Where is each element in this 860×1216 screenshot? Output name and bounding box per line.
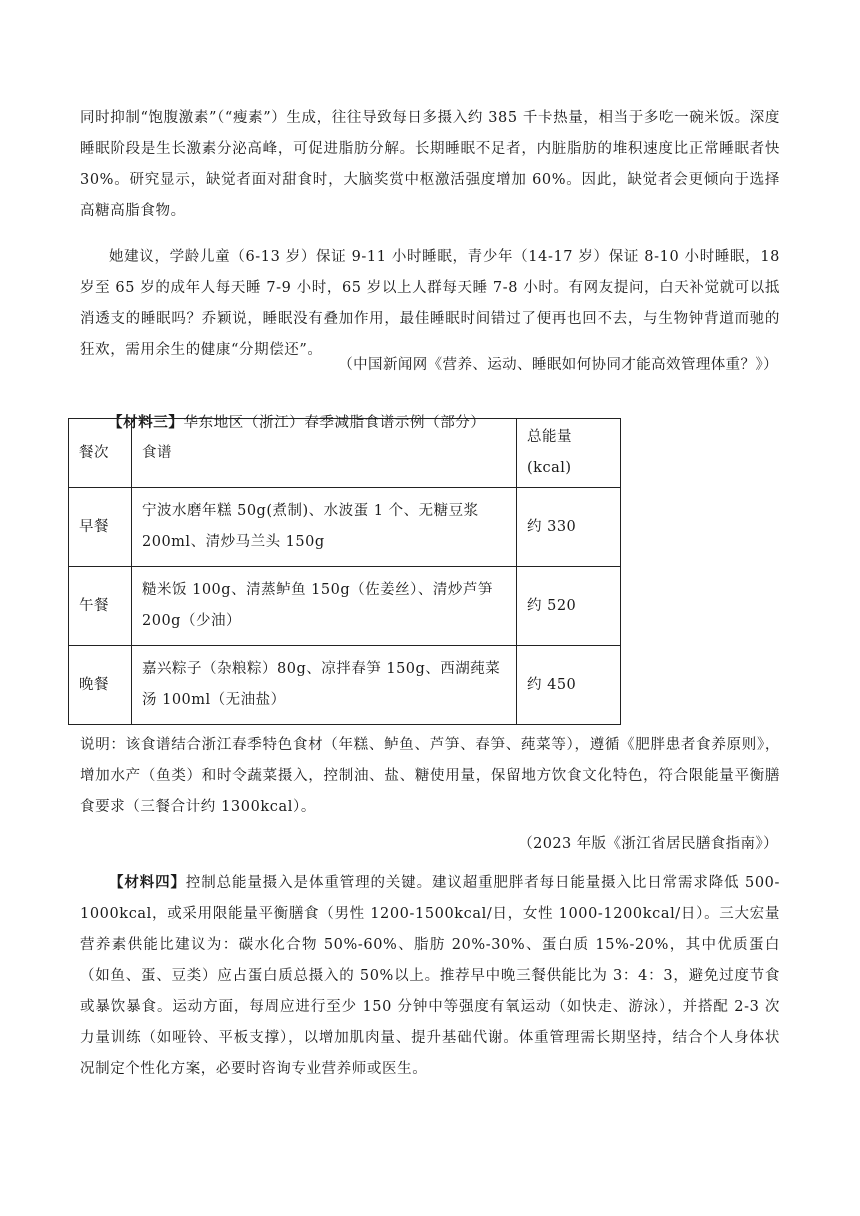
paragraph-sleep-hormones: 同时抑制“饱腹激素”（“瘦素”）生成，往往导致每日多摄入约 385 千卡热量，相当于多吃一碗米饭。深度睡眠阶段是生长激素分泌高峰，可促进脂肪分解。长期睡眠不足者，内脏脂肪的堆积速度比正常睡眠者快 30%。研究显示，缺觉者面对甜食时，大脑奖赏中枢激活强度增加 60%。因此，缺觉者会更倾向于选择高糖高脂食物。 (80, 110, 780, 219)
source-citation-1: （中国新闻网《营养、运动、睡眠如何协同才能高效管理体重？》） (338, 357, 778, 373)
table-header-row (69, 419, 621, 488)
header-energy: 总能量(kcal) (517, 419, 621, 488)
material3-title: 华东地区（浙江）春季减脂食谱示例（部分） (183, 415, 486, 431)
cell-meal: 早餐 (69, 488, 132, 567)
material4-paragraph (80, 867, 780, 1085)
source-citation-2: （2023 年版《浙江省居民膳食指南》） (518, 836, 778, 852)
cell-energy: 约 450 (517, 646, 621, 725)
diet-menu-table (68, 418, 621, 725)
menu-note: 说明：该食谱结合浙江春季特色食材（年糕、鲈鱼、芦笋、春笋、莼菜等），遵循《肥胖患者食养原则》，增加水产（鱼类）和时令蔬菜摄入，控制油、盐、糖使用量，保留地方饮食文化特色，符合限能量平衡膳食要求（三餐合计约 1300kcal）。 (80, 737, 780, 815)
table-row (69, 646, 621, 725)
cell-meal: 晚餐 (69, 646, 132, 725)
cell-recipe: 宁波水磨年糕 50g(煮制)、水波蛋 1 个、无糖豆浆 200ml、清炒马兰头 150g (132, 488, 517, 567)
material4-label: 【材料四】 (109, 874, 186, 891)
material3-label: 【材料三】 (108, 414, 184, 431)
header-recipe: 食谱 (132, 419, 517, 488)
material4-text: 控制总能量摄入是体重管理的关键。建议超重肥胖者每日能量摄入比日常需求降低 500-1000kcal，或采用限能量平衡膳食（男性 1200-1500kcal/日，女性 1000-1200kcal/日）。三大宏量营养素供能比建议为：碳水化合物 50%-60%、脂肪 20%-30%、蛋白质 15%-20%，其中优质蛋白（如鱼、蛋、豆类）应占蛋白质总摄入的 50%以上。推荐早中晚三餐供能比为 3：4：3，避免过度节食或暴饮暴食。运动方面，每周应进行至少 150 分钟中等强度有氧运动（如快走、游泳），并搭配 2-3 次力量训练（如哑铃、平板支撑），以增加肌肉量、提升基础代谢。体重管理需长期坚持，结合个人身体状况制定个性化方案，必要时咨询专业营养师或医生。 (80, 875, 781, 1077)
table-row (69, 567, 621, 646)
cell-meal: 午餐 (69, 567, 132, 646)
table-row (69, 488, 621, 567)
cell-recipe: 嘉兴粽子（杂粮粽）80g、凉拌春笋 150g、西湖莼菜汤 100ml（无油盐） (132, 646, 517, 725)
paragraph-sleep-advice: 她建议，学龄儿童（6-13 岁）保证 9-11 小时睡眠，青少年（14-17 岁）保证 8-10 小时睡眠，18 岁至 65 岁的成年人每天睡 7-9 小时，65 岁以上人群每天睡 7-8 小时。有网友提问，白天补觉就可以抵消透支的睡眠吗？乔颖说，睡眠没有叠加作用，最佳睡眠时间错过了便再也回不去，与生物钟背道而驰的狂欢，需用余生的健康“分期偿还”。 (80, 249, 780, 358)
cell-energy: 约 330 (517, 488, 621, 567)
cell-recipe: 糙米饭 100g、清蒸鲈鱼 150g（佐姜丝）、清炒芦笋 200g（少油） (132, 567, 517, 646)
header-meal: 餐次 (69, 419, 132, 488)
cell-energy: 约 520 (517, 567, 621, 646)
